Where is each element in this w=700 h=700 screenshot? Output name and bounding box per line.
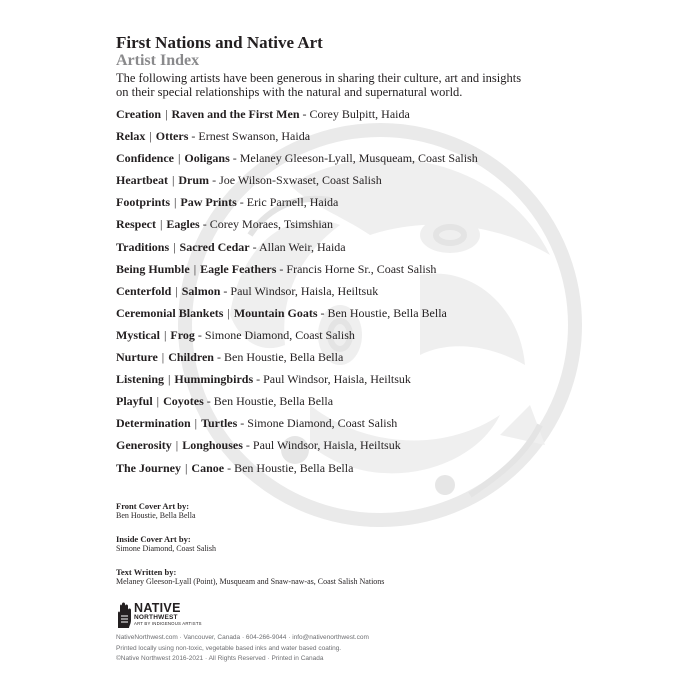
entry-artwork: Mountain Goats xyxy=(233,305,318,320)
index-entry xyxy=(116,193,478,215)
entry-artwork: Otters xyxy=(155,129,189,144)
entry-dash: - xyxy=(203,394,214,409)
index-entry xyxy=(116,326,478,348)
entry-separator: | xyxy=(161,350,165,365)
entry-artist: Paul Windsor, Haisla, Heiltsuk xyxy=(263,372,411,387)
entry-theme: Nurture xyxy=(116,350,158,365)
entry-artist: Simone Diamond, Coast Salish xyxy=(204,327,355,342)
entry-theme: Heartbeat xyxy=(116,173,168,188)
entry-artwork: Coyotes xyxy=(163,394,204,409)
index-entry xyxy=(116,282,478,304)
entry-theme: Creation xyxy=(116,107,162,121)
entry-dash: - xyxy=(242,438,253,453)
entry-dash: - xyxy=(237,416,248,431)
entry-theme: Determination xyxy=(116,416,191,431)
index-entry xyxy=(116,304,478,326)
entry-dash: - xyxy=(229,151,240,166)
index-entry xyxy=(116,392,478,414)
entry-artwork: Hummingbirds xyxy=(174,372,254,387)
entry-separator: | xyxy=(149,129,152,144)
credit-value: Simone Diamond, Coast Salish xyxy=(116,544,216,553)
entry-artwork: Ooligans xyxy=(184,151,230,166)
entry-theme: Respect xyxy=(116,217,156,232)
entry-theme: The Journey xyxy=(116,460,182,475)
entry-theme: Ceremonial Blankets xyxy=(116,305,224,320)
credit-label: Inside Cover Art by: xyxy=(116,534,191,544)
entry-separator: | xyxy=(227,305,230,320)
entry-dash: - xyxy=(194,327,205,342)
entry-artwork: Longhouses xyxy=(182,438,243,453)
entry-artist: Francis Horne Sr., Coast Salish xyxy=(286,261,437,276)
index-entry xyxy=(116,370,478,392)
intro-paragraph: The following artists have been generous in sharing their culture, art and insights on their special relationships with the natural and supernatural world. xyxy=(116,71,522,99)
credit-block xyxy=(116,567,384,600)
entry-artwork: Frog xyxy=(170,327,195,342)
entry-artwork: Eagle Feathers xyxy=(200,261,277,276)
entry-theme: Generosity xyxy=(116,438,172,453)
entry-theme: Relax xyxy=(116,129,146,144)
credit-value: Ben Houstie, Bella Bella xyxy=(116,511,196,520)
entry-theme: Listening xyxy=(116,372,165,387)
index-entry xyxy=(116,260,478,282)
entry-artist: Ernest Swanson, Haida xyxy=(198,129,311,144)
entry-artwork: Children xyxy=(168,350,214,365)
index-entry xyxy=(116,127,478,149)
entry-separator: | xyxy=(173,239,176,254)
entry-dash: - xyxy=(236,195,247,210)
entry-artist: Corey Moraes, Tsimshian xyxy=(209,217,333,232)
entry-artwork: Eagles xyxy=(166,217,200,232)
index-entry xyxy=(116,459,478,481)
index-entry xyxy=(116,171,478,193)
artist-index-list xyxy=(116,105,478,481)
entry-artwork: Salmon xyxy=(181,283,221,298)
entry-dash: - xyxy=(213,350,224,365)
page-subtitle: Artist Index xyxy=(116,52,200,69)
entry-dash: - xyxy=(188,129,199,144)
entry-dash: - xyxy=(276,261,287,276)
credit-label: Text Written by: xyxy=(116,567,177,577)
entry-separator: | xyxy=(193,261,197,276)
index-entry xyxy=(116,238,478,260)
index-entry xyxy=(116,348,478,370)
entry-separator: | xyxy=(175,438,179,453)
entry-artist: Simone Diamond, Coast Salish xyxy=(247,416,398,431)
entry-separator: | xyxy=(185,460,188,475)
entry-dash: - xyxy=(224,460,235,475)
entry-dash: - xyxy=(299,107,310,121)
entry-artist: Melaney Gleeson-Lyall, Musqueam, Coast Salish xyxy=(239,151,478,166)
entry-artist: Paul Windsor, Haisla, Heiltsuk xyxy=(252,438,401,453)
entry-separator: | xyxy=(194,416,198,431)
index-entry xyxy=(116,414,478,436)
footer-printing-note: Printed locally using non-toxic, vegetable based inks and water based coating. xyxy=(116,644,342,652)
entry-dash: - xyxy=(209,173,220,188)
hand-logo-icon xyxy=(116,602,132,628)
entry-theme: Mystical xyxy=(116,327,160,342)
credit-block xyxy=(116,534,384,567)
entry-theme: Centerfold xyxy=(116,283,172,298)
entry-theme: Playful xyxy=(116,394,153,409)
entry-artwork: Canoe xyxy=(191,460,225,475)
entry-separator: | xyxy=(175,283,178,298)
entry-dash: - xyxy=(249,239,259,254)
entry-theme: Confidence xyxy=(116,151,174,166)
entry-artist: Ben Houstie, Bella Bella xyxy=(327,305,447,320)
page-title: First Nations and Native Art xyxy=(116,33,323,52)
entry-artist: Paul Windsor, Haisla, Heiltsuk xyxy=(230,283,379,298)
entry-artist: Ben Houstie, Bella Bella xyxy=(213,394,334,409)
entry-artwork: Paw Prints xyxy=(180,195,237,210)
entry-artwork: Raven and the First Men xyxy=(171,107,300,121)
entry-separator: | xyxy=(174,195,177,210)
entry-dash: - xyxy=(199,217,210,232)
native-northwest-logo xyxy=(116,602,216,628)
credit-value: Melaney Gleeson-Lyall (Point), Musqueam and Snaw-naw-as, Coast Salish Nations xyxy=(116,577,385,586)
entry-separator: | xyxy=(168,372,171,387)
entry-separator: | xyxy=(164,327,167,342)
entry-theme: Being Humble xyxy=(116,261,190,276)
entry-dash: - xyxy=(317,305,328,320)
entry-artist: Corey Bulpitt, Haida xyxy=(309,107,410,121)
entry-theme: Footprints xyxy=(116,195,170,210)
footer xyxy=(116,633,369,665)
logo-text-northwest: NORTHWEST xyxy=(134,614,178,621)
entry-separator: | xyxy=(178,151,181,166)
entry-artwork: Drum xyxy=(178,173,210,188)
index-entry xyxy=(116,215,478,237)
entry-dash: - xyxy=(220,283,231,298)
entry-separator: | xyxy=(156,394,160,409)
entry-artist: Eric Parnell, Haida xyxy=(246,195,339,210)
entry-separator: | xyxy=(171,173,175,188)
entry-separator: | xyxy=(159,217,163,232)
credit-label: Front Cover Art by: xyxy=(116,501,190,511)
credits-section xyxy=(116,501,384,600)
entry-artwork: Sacred Cedar xyxy=(179,239,250,254)
footer-contact: NativeNorthwest.com · Vancouver, Canada · 604-266-9044 · info@nativenorthwest.com xyxy=(116,634,369,641)
entry-theme: Traditions xyxy=(116,239,170,254)
entry-artwork: Turtles xyxy=(201,416,238,431)
index-entry xyxy=(116,436,478,458)
logo-text-native: NATIVE xyxy=(134,601,181,615)
entry-separator: | xyxy=(165,107,168,121)
entry-artist: Ben Houstie, Bella Bella xyxy=(223,350,344,365)
index-entry xyxy=(116,105,478,127)
footer-copyright: ©Native Northwest 2016-2021 · All Rights Reserved · Printed in Canada xyxy=(116,655,324,662)
credit-block xyxy=(116,501,384,534)
logo-tagline: ART BY INDIGENOUS ARTISTS xyxy=(134,621,202,626)
entry-dash: - xyxy=(253,372,264,387)
entry-artist: Joe Wilson-Sxwaset, Coast Salish xyxy=(219,173,382,188)
entry-artist: Allan Weir, Haida xyxy=(258,239,346,254)
index-entry xyxy=(116,149,478,171)
entry-artist: Ben Houstie, Bella Bella xyxy=(234,460,354,475)
